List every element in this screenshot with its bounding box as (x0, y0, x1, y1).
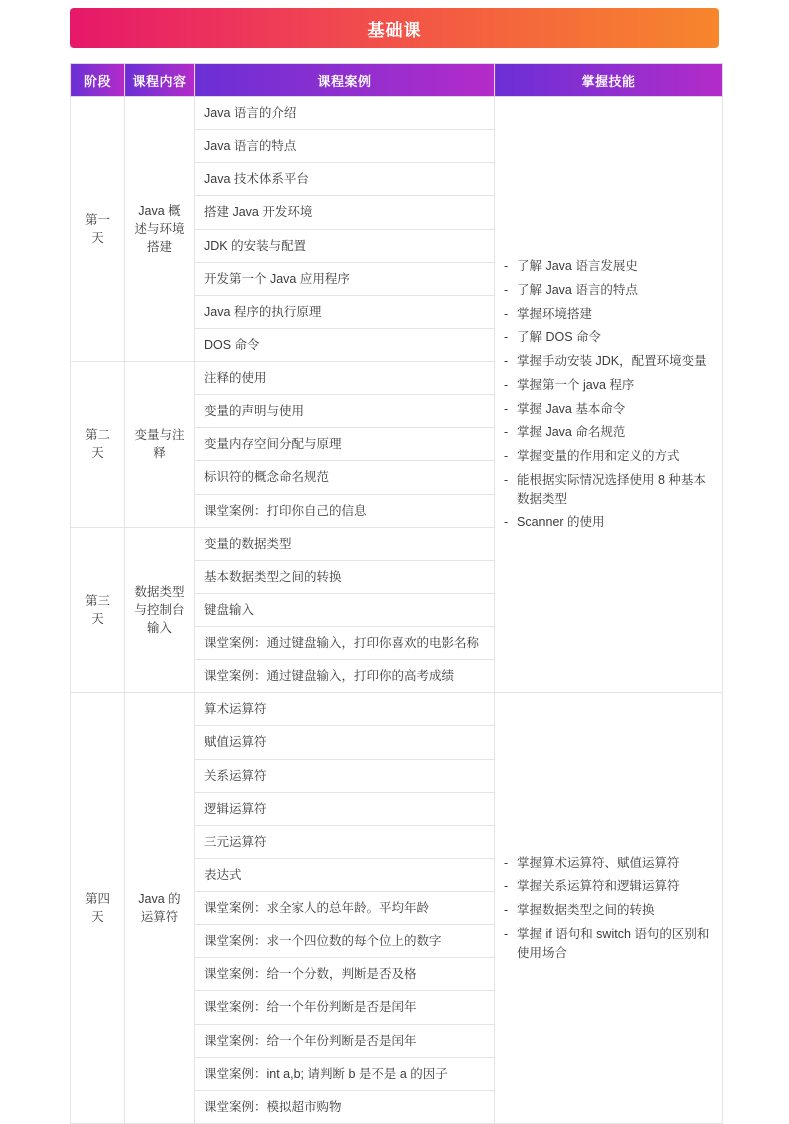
skill-item: - 掌握算术运算符、赋值运算符 (504, 854, 713, 873)
topic-cell-4: Java 的运算符 (125, 693, 195, 1124)
case-cell: 课堂案例：给一个年份判断是否是闰年 (195, 1024, 495, 1057)
header-case: 课程案例 (195, 64, 495, 97)
case-cell: 课堂案例：给一个分数，判断是否及格 (195, 958, 495, 991)
header-content: 课程内容 (125, 64, 195, 97)
stage-cell-2: 第二天 (71, 362, 125, 528)
skill-item: - 掌握变量的作用和定义的方式 (504, 447, 713, 466)
case-cell: Java 程序的执行原理 (195, 295, 495, 328)
case-cell: 变量的数据类型 (195, 527, 495, 560)
header-skills: 掌握技能 (495, 64, 723, 97)
case-cell: 逻辑运算符 (195, 792, 495, 825)
case-cell: 关系运算符 (195, 759, 495, 792)
stage-cell-4: 第四天 (71, 693, 125, 1124)
case-cell: 标识符的概念命名规范 (195, 461, 495, 494)
case-cell: 表达式 (195, 858, 495, 891)
case-cell: 变量内存空间分配与原理 (195, 428, 495, 461)
skill-item: - 掌握环境搭建 (504, 305, 713, 324)
skill-item: - 掌握 Java 基本命令 (504, 400, 713, 419)
page-banner-title: 基础课 (70, 8, 719, 48)
case-cell: DOS 命令 (195, 328, 495, 361)
topic-cell-3: 数据类型与控制台输入 (125, 527, 195, 693)
skill-item: - 掌握关系运算符和逻辑运算符 (504, 877, 713, 896)
skills-cell-1 (495, 97, 723, 693)
case-cell: 课堂案例：int a,b; 请判断 b 是不是 a 的因子 (195, 1057, 495, 1090)
skill-item: - 能根据实际情况选择使用 8 种基本数据类型 (504, 471, 713, 509)
topic-cell-2: 变量与注释 (125, 362, 195, 528)
case-cell: 课堂案例：通过键盘输入，打印你喜欢的电影名称 (195, 627, 495, 660)
table-row (71, 693, 723, 726)
case-cell: Java 技术体系平台 (195, 163, 495, 196)
case-cell: 三元运算符 (195, 825, 495, 858)
case-cell: JDK 的安装与配置 (195, 229, 495, 262)
skill-item: - 了解 Java 语言的特点 (504, 281, 713, 300)
case-cell: 基本数据类型之间的转换 (195, 560, 495, 593)
skill-item: - 掌握 if 语句和 switch 语句的区别和使用场合 (504, 925, 713, 963)
skills-list-2 (504, 854, 713, 963)
topic-cell-1: Java 概述与环境搭建 (125, 97, 195, 362)
header-stage: 阶段 (71, 64, 125, 97)
skill-item: - 了解 DOS 命令 (504, 328, 713, 347)
case-cell: 课堂案例：模拟超市购物 (195, 1090, 495, 1123)
stage-cell-3: 第三天 (71, 527, 125, 693)
case-cell: 课堂案例：通过键盘输入，打印你的高考成绩 (195, 660, 495, 693)
case-cell: 开发第一个 Java 应用程序 (195, 262, 495, 295)
skills-cell-2 (495, 693, 723, 1124)
skill-item: - Scanner 的使用 (504, 513, 713, 532)
case-cell: 算术运算符 (195, 693, 495, 726)
case-cell: 变量的声明与使用 (195, 395, 495, 428)
skill-item: - 掌握 Java 命名规范 (504, 423, 713, 442)
case-cell: 赋值运算符 (195, 726, 495, 759)
case-cell: 键盘输入 (195, 593, 495, 626)
table-header-row (71, 64, 723, 97)
case-cell: Java 语言的特点 (195, 130, 495, 163)
case-cell: Java 语言的介绍 (195, 97, 495, 130)
case-cell: 课堂案例：给一个年份判断是否是闰年 (195, 991, 495, 1024)
case-cell: 搭建 Java 开发环境 (195, 196, 495, 229)
case-cell: 课堂案例：求全家人的总年龄。平均年龄 (195, 892, 495, 925)
skill-item: - 掌握数据类型之间的转换 (504, 901, 713, 920)
course-outline-page (0, 8, 789, 1124)
skills-list-1 (504, 257, 713, 532)
case-cell: 课堂案例：求一个四位数的每个位上的数字 (195, 925, 495, 958)
skill-item: - 掌握手动安装 JDK，配置环境变量 (504, 352, 713, 371)
course-table (70, 63, 723, 1124)
table-row (71, 97, 723, 130)
stage-cell-1: 第一天 (71, 97, 125, 362)
case-cell: 注释的使用 (195, 362, 495, 395)
case-cell: 课堂案例：打印你自己的信息 (195, 494, 495, 527)
skill-item: - 掌握第一个 java 程序 (504, 376, 713, 395)
skill-item: - 了解 Java 语言发展史 (504, 257, 713, 276)
